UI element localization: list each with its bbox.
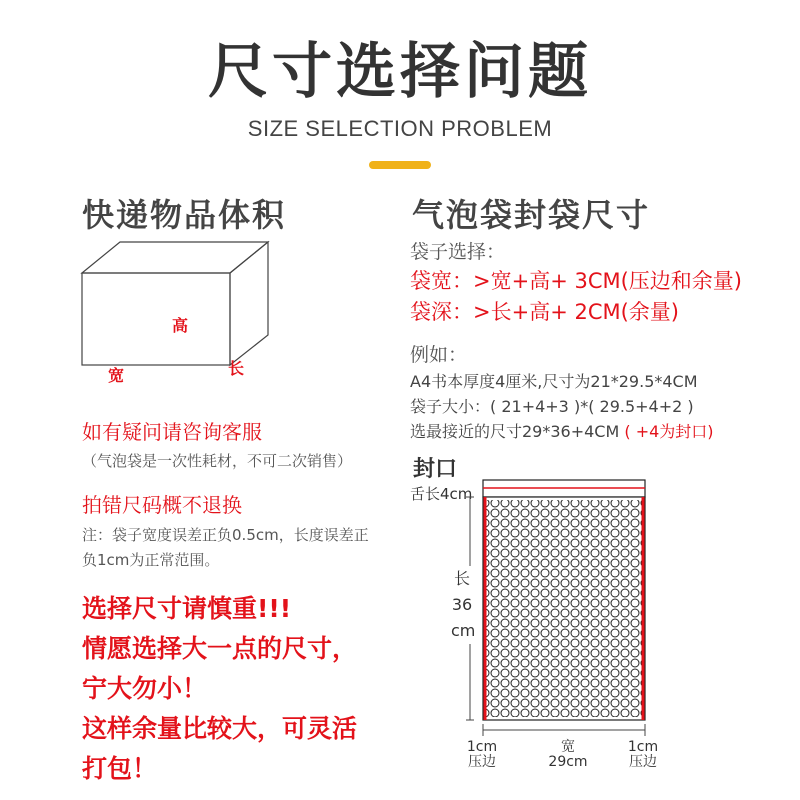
bag-width-formula: 袋宽：>宽+高+ 3CM(压边和余量) (410, 269, 742, 293)
right-heading: 气泡袋封袋尺寸 (412, 196, 651, 234)
bottom-left-label: 1cm 压边 (466, 739, 498, 770)
bag-bubble-area (486, 500, 642, 717)
bag-depth-formula: 袋深：>长+高+ 2CM(余量) (410, 300, 679, 324)
box-front-face (82, 273, 230, 365)
example-title: 例如： (410, 344, 468, 366)
box-illustration (80, 240, 270, 370)
example-closest-text: 选最接近的尺寸29*36+4CM (410, 422, 620, 441)
tongue-label: 舌长4cm (410, 485, 473, 503)
warning-line: 宁大勿小！ (82, 674, 208, 703)
length-char: 长 (453, 569, 470, 588)
length-unit: cm (451, 621, 476, 640)
box-height-label: 高 (172, 316, 189, 335)
page-title: 尺寸选择问题 (208, 37, 592, 107)
example-closest-note: ( +4为封口) (624, 422, 714, 441)
warning-block (82, 589, 412, 789)
bottom-right-label: 1cm 压边 (627, 739, 659, 770)
box-width-label: 宽 (108, 366, 125, 385)
bottom-middle-label: 宽 29cm (548, 739, 588, 770)
warning-line: 选择尺寸请慎重!!! (82, 594, 292, 623)
bag-select-label: 袋子选择： (410, 241, 506, 263)
box-length-label: 长 (228, 359, 245, 378)
warning-line: 情愿选择大一点的尺寸， (82, 634, 358, 663)
box-side-face (230, 242, 268, 365)
no-return-text: 拍错尺码概不退换 (82, 493, 242, 517)
help-note: （气泡袋是一次性耗材，不可二次销售） (82, 452, 353, 470)
page-subtitle: SIZE SELECTION PROBLEM (247, 116, 553, 141)
example-line: A4书本厚度4厘米,尺寸为21*29.5*4CM (410, 372, 698, 391)
error-note: 注：袋子宽度误差正负0.5cm，长度误差正负1cm为正常范围。 (82, 526, 369, 569)
bubble-bag-diagram (440, 478, 690, 778)
example-line: 袋子大小：( 21+4+3 )*( 29.5+4+2 ) (410, 397, 694, 416)
left-heading: 快递物品体积 (82, 196, 287, 234)
accent-bar (369, 161, 431, 169)
box-top-face (82, 242, 268, 273)
warning-line: 这样余量比较大，可灵活 (82, 714, 358, 743)
help-text: 如有疑问请咨询客服 (82, 420, 262, 444)
seal-label: 封口 (413, 457, 458, 482)
bag-length-label (451, 566, 476, 644)
warning-line: 打包！ (82, 754, 158, 783)
example-closest (410, 419, 714, 442)
length-value: 36 (451, 595, 473, 614)
